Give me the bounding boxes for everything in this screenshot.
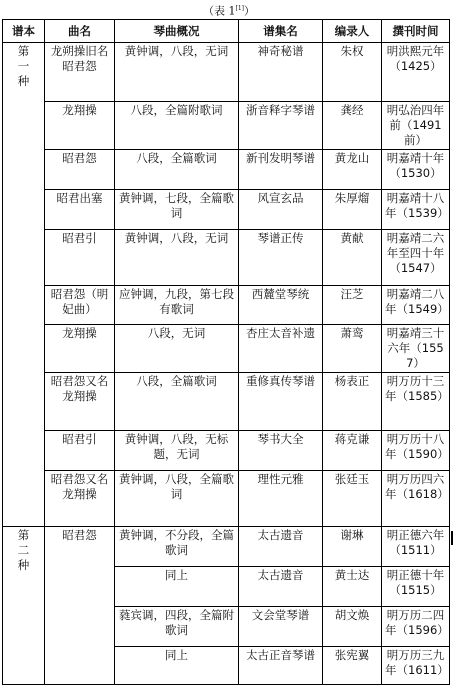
qin-score-table (2, 19, 450, 685)
cell-compiler: 胡文焕 (323, 607, 382, 647)
header-time: 撰刊时间 (382, 20, 450, 43)
group-char: 一 (17, 59, 30, 73)
cell-compiler: 汪芝 (323, 286, 382, 325)
cell-summary: 黄钟调，八段，无词 (115, 43, 239, 102)
table-row (3, 431, 450, 471)
table-row (3, 325, 450, 373)
cell-collection: 浙音释字琴谱 (239, 102, 323, 150)
cell-time: 明嘉靖二六年至四十年（1547） (382, 230, 450, 286)
cell-compiler: 蒋克谦 (323, 431, 382, 471)
cell-name: 昭君怨又名龙翔操 (45, 471, 115, 527)
group-label-1 (3, 43, 45, 527)
cell-name: 昭君怨又名龙翔操 (45, 373, 115, 431)
header-collection: 谱集名 (239, 20, 323, 43)
cell-collection: 文会堂琴谱 (239, 607, 323, 647)
cell-compiler: 萧鸾 (323, 325, 382, 373)
table-row (3, 190, 450, 230)
cell-time: 明正德十年（1515） (382, 567, 450, 607)
group-char: 二 (17, 543, 30, 557)
cell-summary: 八段，全篇附歌词 (115, 102, 239, 150)
table-row (3, 471, 450, 527)
cell-compiler: 黄龙山 (323, 150, 382, 190)
cell-summary: 同上 (115, 567, 239, 607)
group-char: 种 (17, 74, 30, 88)
cell-time: 明正德六年（1511） (382, 527, 450, 567)
cell-time: 明嘉靖十年（1530） (382, 150, 450, 190)
header-piece-name: 曲名 (45, 20, 115, 43)
cell-time: 明嘉靖十八年（1539） (382, 190, 450, 230)
cell-collection: 西麓堂琴统 (239, 286, 323, 325)
group-char: 第 (17, 44, 30, 58)
cell-time: 明万历四六年（1618） (382, 471, 450, 527)
cell-summary: 八段，无词 (115, 325, 239, 373)
cell-collection: 琴谱正传 (239, 230, 323, 286)
cell-name: 昭君引 (45, 431, 115, 471)
cell-time: 明万历十八年（1590） (382, 431, 450, 471)
cell-time: 明弘治四年前（1491 前） (382, 102, 450, 150)
cell-compiler: 谢琳 (323, 527, 382, 567)
cell-time: 明万历十三年（1585） (382, 373, 450, 431)
header-row (3, 20, 450, 43)
cell-compiler: 朱权 (323, 43, 382, 102)
cell-collection: 理性元雅 (239, 471, 323, 527)
cell-collection: 琴书大全 (239, 431, 323, 471)
cell-compiler: 张宪翼 (323, 647, 382, 685)
cell-time: 明万历二四年（1596） (382, 607, 450, 647)
cell-collection: 杏庄太音补遗 (239, 325, 323, 373)
cell-summary: 黄钟调，七段，全篇歌词 (115, 190, 239, 230)
cell-summary: 八段，全篇歌词 (115, 150, 239, 190)
cell-compiler: 黄献 (323, 230, 382, 286)
cell-summary: 黄钟调，不分段，全篇歌词 (115, 527, 239, 567)
header-edition: 谱本 (3, 20, 45, 43)
cell-name: 昭君引 (45, 230, 115, 286)
header-summary: 琴曲概况 (115, 20, 239, 43)
cell-summary: 蕤宾调，四段，全篇附歌词 (115, 607, 239, 647)
cell-compiler: 张廷玉 (323, 471, 382, 527)
cell-summary: 八段，全篇歌词 (115, 373, 239, 431)
cell-summary: 同上 (115, 647, 239, 685)
table-caption (0, 2, 458, 19)
group-char: 第 (17, 528, 30, 542)
cell-compiler: 龚经 (323, 102, 382, 150)
table-row (3, 230, 450, 286)
cell-compiler: 黄士达 (323, 567, 382, 607)
cell-collection: 神奇秘谱 (239, 43, 323, 102)
cell-name: 龙朔操旧名昭君怨 (45, 43, 115, 102)
caption-footnote-ref[interactable]: [1] (235, 5, 244, 12)
cell-collection: 重修真传琴谱 (239, 373, 323, 431)
caption-close: ） (244, 4, 255, 18)
cell-summary: 应钟调，九段，第七段有歌词 (115, 286, 239, 325)
header-compiler: 编录人 (323, 20, 382, 43)
cell-time: 明万历三九年（1611） (382, 647, 450, 685)
table-row (3, 286, 450, 325)
group-label-2 (3, 527, 45, 685)
cell-name: 昭君怨 (45, 150, 115, 190)
cell-collection: 风宣玄品 (239, 190, 323, 230)
group-char: 种 (17, 558, 30, 572)
cell-compiler: 朱厚熘 (323, 190, 382, 230)
table-row (3, 373, 450, 431)
table-row (3, 43, 450, 102)
cell-collection: 太古遗音 (239, 567, 323, 607)
caption-text: （表 1 (203, 4, 236, 18)
cell-collection: 太古遗音 (239, 527, 323, 567)
table-row (3, 102, 450, 150)
cell-name: 龙翔操 (45, 325, 115, 373)
cell-compiler: 杨表正 (323, 373, 382, 431)
cell-time: 明嘉靖三十六年（1557） (382, 325, 450, 373)
cell-summary: 黄钟调，八段，全篇歌词 (115, 471, 239, 527)
margin-mark (451, 531, 453, 545)
cell-time: 明洪熙元年（1425） (382, 43, 450, 102)
cell-summary: 黄钟调，八段，无标题，无词 (115, 431, 239, 471)
cell-name: 昭君出塞 (45, 190, 115, 230)
table-row (3, 527, 450, 567)
cell-name: 昭君怨（明妃曲） (45, 286, 115, 325)
cell-name: 龙翔操 (45, 102, 115, 150)
cell-time: 明嘉靖二八年（1549） (382, 286, 450, 325)
cell-name-group2: 昭君怨 (45, 527, 115, 685)
cell-collection: 新刊发明琴谱 (239, 150, 323, 190)
cell-collection: 太古正音琴谱 (239, 647, 323, 685)
cell-summary: 黄钟调，八段，无词 (115, 230, 239, 286)
table-row (3, 150, 450, 190)
